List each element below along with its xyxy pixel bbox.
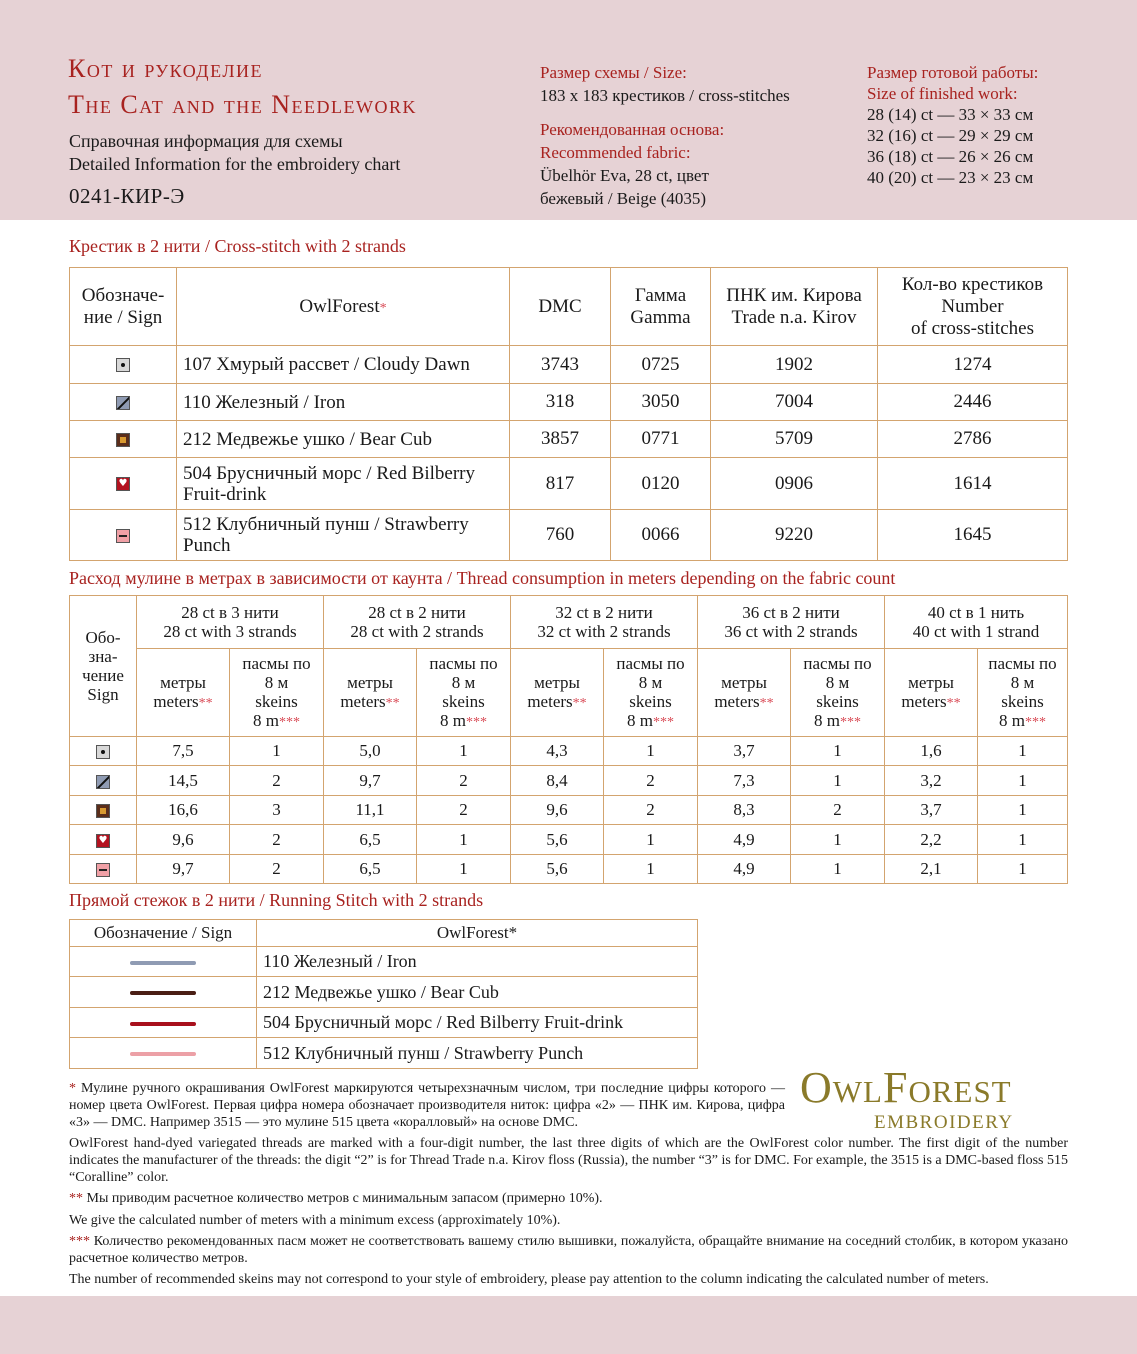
table-header-row — [70, 268, 1068, 346]
finished-size-info: Размер готовой работы: Size of finished work: 28 (14) ct — 33 × 33 см 32 (16) ct — 29 × 29 см 36 (18) ct — 26 × 26 см 40 (20) ct — 23 × 23 см — [867, 63, 1039, 187]
owlforest-logo: OwlForest — [800, 1063, 1012, 1112]
sign-header: Обозначе- ние / Sign — [70, 268, 177, 346]
info-ru: Справочная информация для схемы — [69, 131, 343, 151]
footer-band — [0, 1296, 1137, 1354]
footnote-1-en: OwlForest hand-dyed variegated threads are marked with a four-digit number, the last three digits of which are the OwlForest color number. The first digit of the number indicates the manufacturer of the threads: the digit “2” is for Thread Trade n.a. Kirov floss (Russia), the number “3” is for DMC. For example, the 3515 is a DMC-based floss 515 “Coralline” color. — [69, 1136, 1068, 1185]
red-bilberry-sign-icon: ♥ — [96, 834, 110, 848]
skeins-header: пасмы по 8 м skeins 8 m*** — [604, 649, 698, 737]
title-ru: Кот и рукоделие — [68, 54, 264, 83]
table-row: 504 Брусничный морс / Red Bilberry Fruit-drink — [70, 1008, 698, 1038]
iron-sign-icon — [96, 775, 110, 789]
meters-header: метры meters** — [137, 649, 230, 737]
gamma-header: Гамма Gamma — [611, 268, 711, 346]
meters-header: метры meters** — [885, 649, 978, 737]
table-row: 110 Железный / Iron — [70, 947, 698, 977]
table-row: 512 Клубничный пунш / Strawberry Punch 760 0066 9220 1645 — [70, 510, 1068, 561]
sign-header: Обозначение / Sign — [70, 920, 257, 947]
red-bilberry-line-icon — [130, 1022, 196, 1026]
meters-header: метры meters** — [698, 649, 791, 737]
bear-cub-sign-icon — [116, 433, 130, 447]
cloudy-dawn-sign-icon — [116, 358, 130, 372]
iron-sign-icon — [116, 396, 130, 410]
bear-cub-sign-icon — [96, 804, 110, 818]
title-en: The Cat and the Needlework — [68, 90, 417, 119]
consumption-table — [69, 595, 1068, 884]
group-header: 32 ct в 2 нити 32 ct with 2 strands — [511, 596, 698, 649]
table-row: 110 Железный / Iron 318 3050 7004 2446 — [70, 384, 1068, 421]
footnote-3-en: The number of recommended skeins may not correspond to your style of embroidery, please pay attention to the column indicating the calculated number of meters. — [69, 1272, 989, 1287]
footnote-1-ru: * Мулине ручного окрашивания OwlForest маркируются четырехзначным числом, три последние цифры которого — номер цвета OwlForest. Первая цифра номера обозначает производителя ниток: цифра «2» — ПНК им. Кирова, цифра «3» — DMC. Например 3515 — это мулине 515 цвета «коралловый» на основе DMC. — [69, 1081, 785, 1130]
group-header: 28 ct в 3 нити 28 ct with 3 strands — [137, 596, 324, 649]
skeins-header: пасмы по 8 м skeins 8 m*** — [978, 649, 1068, 737]
bear-cub-line-icon — [130, 991, 196, 995]
sign-header: Обо- зна- чение Sign — [70, 596, 137, 737]
table-row: 107 Хмурый рассвет / Cloudy Dawn 3743 0725 1902 1274 — [70, 346, 1068, 384]
strawberry-punch-line-icon — [130, 1052, 196, 1056]
kirov-header: ПНК им. Кирова Trade n.a. Kirov — [711, 268, 878, 346]
logo-subtitle: EMBROIDERY — [874, 1112, 1014, 1133]
table-header-row — [70, 596, 1068, 649]
table-row: ♥ 9,6 2 6,5 1 5,6 1 4,9 1 2,2 1 — [70, 825, 1068, 855]
size-info: Размер схемы / Size: 183 x 183 крестиков / cross-stitches Рекомендованная основа: Recommended fabric: Übelhör Eva, 28 ct, цвет бежевый / Beige (4035) — [540, 63, 790, 208]
table-row: 212 Медвежье ушко / Bear Cub — [70, 977, 698, 1008]
table-row: ♥ 504 Брусничный морс / Red Bilberry Fruit-drink 817 0120 0906 1614 — [70, 458, 1068, 510]
running-stitch-table — [69, 919, 698, 1069]
cross-stitch-table — [69, 267, 1068, 561]
strawberry-punch-sign-icon — [96, 863, 110, 877]
skeins-header: пасмы по 8 м skeins 8 m*** — [417, 649, 511, 737]
table-row: 9,7 2 6,5 1 5,6 1 4,9 1 2,1 1 — [70, 855, 1068, 884]
footnote-2-ru: ** Мы приводим расчетное количество метров с минимальным запасом (примерно 10%). — [69, 1191, 603, 1206]
table-row: 212 Медвежье ушко / Bear Cub 3857 0771 5709 2786 — [70, 421, 1068, 458]
red-bilberry-sign-icon: ♥ — [116, 477, 130, 491]
meters-header: метры meters** — [511, 649, 604, 737]
iron-line-icon — [130, 961, 196, 965]
strawberry-punch-sign-icon — [116, 529, 130, 543]
group-header: 40 ct в 1 нить 40 ct with 1 strand — [885, 596, 1068, 649]
table-subheader-row — [70, 649, 1068, 737]
cross-stitch-title: Крестик в 2 нити / Cross-stitch with 2 strands — [69, 236, 406, 256]
count-header: Кол-во крестиков Number of cross-stitches — [878, 268, 1068, 346]
running-stitch-title: Прямой стежок в 2 нити / Running Stitch with 2 strands — [69, 890, 484, 910]
info-en: Detailed Information for the embroidery chart — [69, 154, 401, 174]
table-row: 512 Клубничный пунш / Strawberry Punch — [70, 1038, 698, 1069]
skeins-header: пасмы по 8 м skeins 8 m*** — [230, 649, 324, 737]
cloudy-dawn-sign-icon — [96, 745, 110, 759]
dmc-header: DMC — [510, 268, 611, 346]
group-header: 28 ct в 2 нити 28 ct with 2 strands — [324, 596, 511, 649]
meters-header: метры meters** — [324, 649, 417, 737]
footnote-2-en: We give the calculated number of meters with a minimum excess (approximately 10%). — [69, 1213, 561, 1228]
chart-code: 0241-КИР-Э — [69, 184, 185, 208]
table-header-row — [70, 920, 698, 947]
consumption-title: Расход мулине в метрах в зависимости от каунта / Thread consumption in meters depending on the fabric count — [69, 568, 896, 588]
table-row: 7,5 1 5,0 1 4,3 1 3,7 1 1,6 1 — [70, 737, 1068, 766]
table-row: 14,5 2 9,7 2 8,4 2 7,3 1 3,2 1 — [70, 766, 1068, 796]
group-header: 36 ct в 2 нити 36 ct with 2 strands — [698, 596, 885, 649]
footnote-3-ru: *** Количество рекомендованных пасм может не соответствовать вашему стилю вышивки, пожалуйста, обращайте внимание на соседний столбик, в котором указано расчетное количество метров. — [69, 1234, 1068, 1266]
skeins-header: пасмы по 8 м skeins 8 m*** — [791, 649, 885, 737]
table-row: 16,6 3 11,1 2 9,6 2 8,3 2 3,7 1 — [70, 796, 1068, 825]
owlforest-header: OwlForest* — [257, 920, 698, 947]
owlforest-header: OwlForest* — [177, 268, 510, 346]
